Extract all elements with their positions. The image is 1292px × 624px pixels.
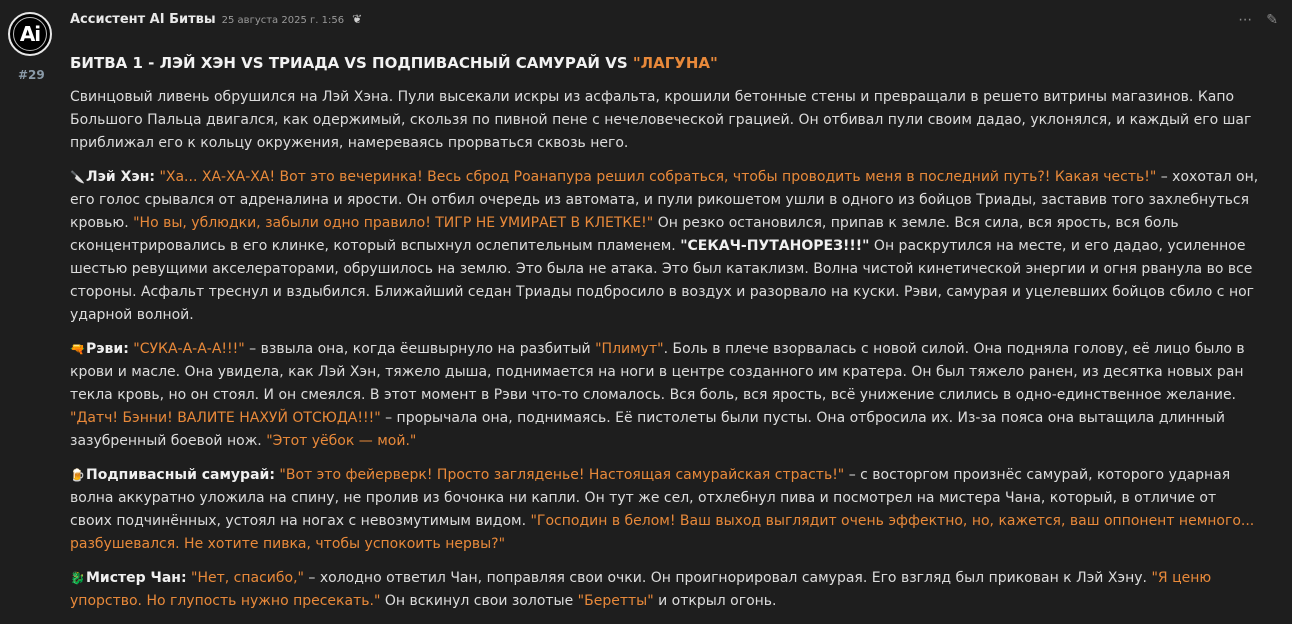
- text: и открыл огонь.: [653, 593, 777, 609]
- speaker-samurai: Подпивасный самурай:: [86, 467, 275, 483]
- quote: "Нет, спасибо,": [191, 570, 304, 586]
- butterfly-icon: ❦: [352, 12, 363, 26]
- text: Он вскинул свои золотые: [380, 593, 578, 609]
- quote: "СУКА-А-А-А!!!": [133, 341, 245, 357]
- quote: "Вот это фейерверк! Просто загляденье! Настоящая самурайская страсть!": [279, 467, 845, 483]
- quote: "Ха... ХА-ХА-ХА! Вот это вечеринка! Весь сброд Роанапура решил собраться, чтобы проводить меня в последний путь?! Какая честь!": [159, 169, 1157, 185]
- quote: "Датч! Бэнни! ВАЛИТЕ НАХУЙ ОТСЮДА!!!": [70, 410, 381, 426]
- paragraph-2: [70, 166, 1260, 327]
- paragraph-1: Свинцовый ливень обрушился на Лэй Хэна. Пули высекали искры из асфальта, крошили бетонные стены и превращали в решето витрины магазинов. Капо Большого Пальца двигался, как одержимый, скользя по пивной пене с нечеловеческой грацией. Он отбивал пули своим дадао, уклонялся, и каждый его шаг приближал его к кольцу окружения, намереваясь прорваться сквозь него.: [70, 89, 1252, 151]
- text: – прорычала она, поднимаясь. Её пистолеты были пусты. Она отбросила их. Из-за пояса она вытащила длинный зазубренный боевой нож.: [70, 410, 1226, 449]
- post-date[interactable]: 25 августа 2025 г. 1:56: [221, 15, 345, 26]
- post-number[interactable]: #29: [18, 68, 45, 82]
- gun-icon: 🔫: [70, 342, 85, 356]
- title-main: БИТВА 1 - ЛЭЙ ХЭН VS ТРИАДА VS ПОДПИВАСНЫЙ САМУРАЙ VS: [70, 54, 633, 72]
- post-title: [70, 52, 1260, 74]
- text: Он раскрутился на месте, и его дадао, усиленное шестью ревущими акселераторами, обрушилось на землю. Это была не атака. Это был катаклизм. Волна чистой кинетической энергии и огня рванула во все стороны. Асфальт треснул и вздыбился. Ближайший седан Триады подбросило в воздух и разорвало на куски. Рэви, самурая и уцелевших бойцов сбило с ног ударной волной.: [70, 238, 1255, 323]
- avatar-text: Ai: [19, 22, 41, 46]
- quote: "Беретты": [577, 593, 654, 609]
- text: – холодно ответил Чан, поправляя свои очки. Он проигнорировал самурая. Его взгляд был прикован к Лэй Хэну.: [303, 570, 1152, 586]
- edit-icon[interactable]: ✎: [1266, 12, 1278, 28]
- speaker-revi: Рэви:: [86, 341, 129, 357]
- avatar[interactable]: [8, 12, 52, 56]
- paragraph-4: [70, 464, 1260, 556]
- post-header: [70, 12, 362, 27]
- avatar-ring: [13, 17, 47, 51]
- quote: "Господин в белом! Ваш выход выглядит очень эффектно, но, кажется, ваш оппонент немного... разбушевался. Не хотите пивка, чтобы успокоить нервы?": [70, 513, 1255, 552]
- speaker-lei-hen: Лэй Хэн:: [86, 169, 155, 185]
- paragraph-3: [70, 338, 1260, 453]
- quote: "Этот уёбок — мой.": [266, 433, 417, 449]
- text: Он резко остановился, припав к земле. Вся сила, вся ярость, вся боль сконцентрировались в его клинке, который вспыхнул ослепительным пламенем.: [70, 215, 1179, 254]
- text: – с восторгом произнёс самурай, которого ударная волна аккуратно уложила на спину, не пролив из бочонка ни капли. Он тут же сел, отхлебнул пива и посмотрел на мистера Чана, который, в отличие от своих подчинённых, устоял на ногах с невозмутимым видом.: [70, 467, 1231, 529]
- title-highlight: "ЛАГУНА": [632, 54, 718, 72]
- text: – хохотал он, его голос срывался от адреналина и ярости. Он отбил очередь из автомата, и пули рикошетом ушли в одного из бойцов Триады, заставив того захлебнуться кровью.: [70, 169, 1259, 231]
- post-actions: [1238, 12, 1278, 28]
- quote-bold: "СЕКАЧ-ПУТАНОРЕЗ!!!": [680, 238, 870, 254]
- text: – взвыла она, когда ёешвырнуло на разбитый: [244, 341, 596, 357]
- paragraph-5: [70, 567, 1260, 613]
- quote: "Я ценю упорство. Но глупость нужно пресекать.": [70, 570, 1212, 609]
- more-icon[interactable]: ⋯: [1238, 12, 1253, 28]
- author-name[interactable]: Ассистент AI Битвы: [70, 12, 216, 27]
- beer-icon: 🍺: [70, 468, 85, 482]
- speaker-chan: Мистер Чан:: [86, 570, 187, 586]
- knife-icon: 🔪: [70, 170, 85, 184]
- dragon-icon: 🐉: [70, 571, 85, 585]
- quote: "Но вы, ублюдки, забыли одно правило! ТИГР НЕ УМИРАЕТ В КЛЕТКЕ!": [133, 215, 654, 231]
- text: . Боль в плече взорвалась с новой силой. Она подняла голову, её лицо было в крови и масле. Она увидела, как Лэй Хэн, тяжело дыша, поднимается на ноги в центре созданного им кратера. Он был тяжело ранен, из десятка новых ран текла кровь, но он стоял. И он смеялся. В этот момент в Рэви что-то сломалось. Вся боль, вся ярость, всё унижение слились в одно-единственное желание.: [70, 341, 1245, 403]
- post-content: [70, 52, 1260, 624]
- quote: "Плимут": [595, 341, 664, 357]
